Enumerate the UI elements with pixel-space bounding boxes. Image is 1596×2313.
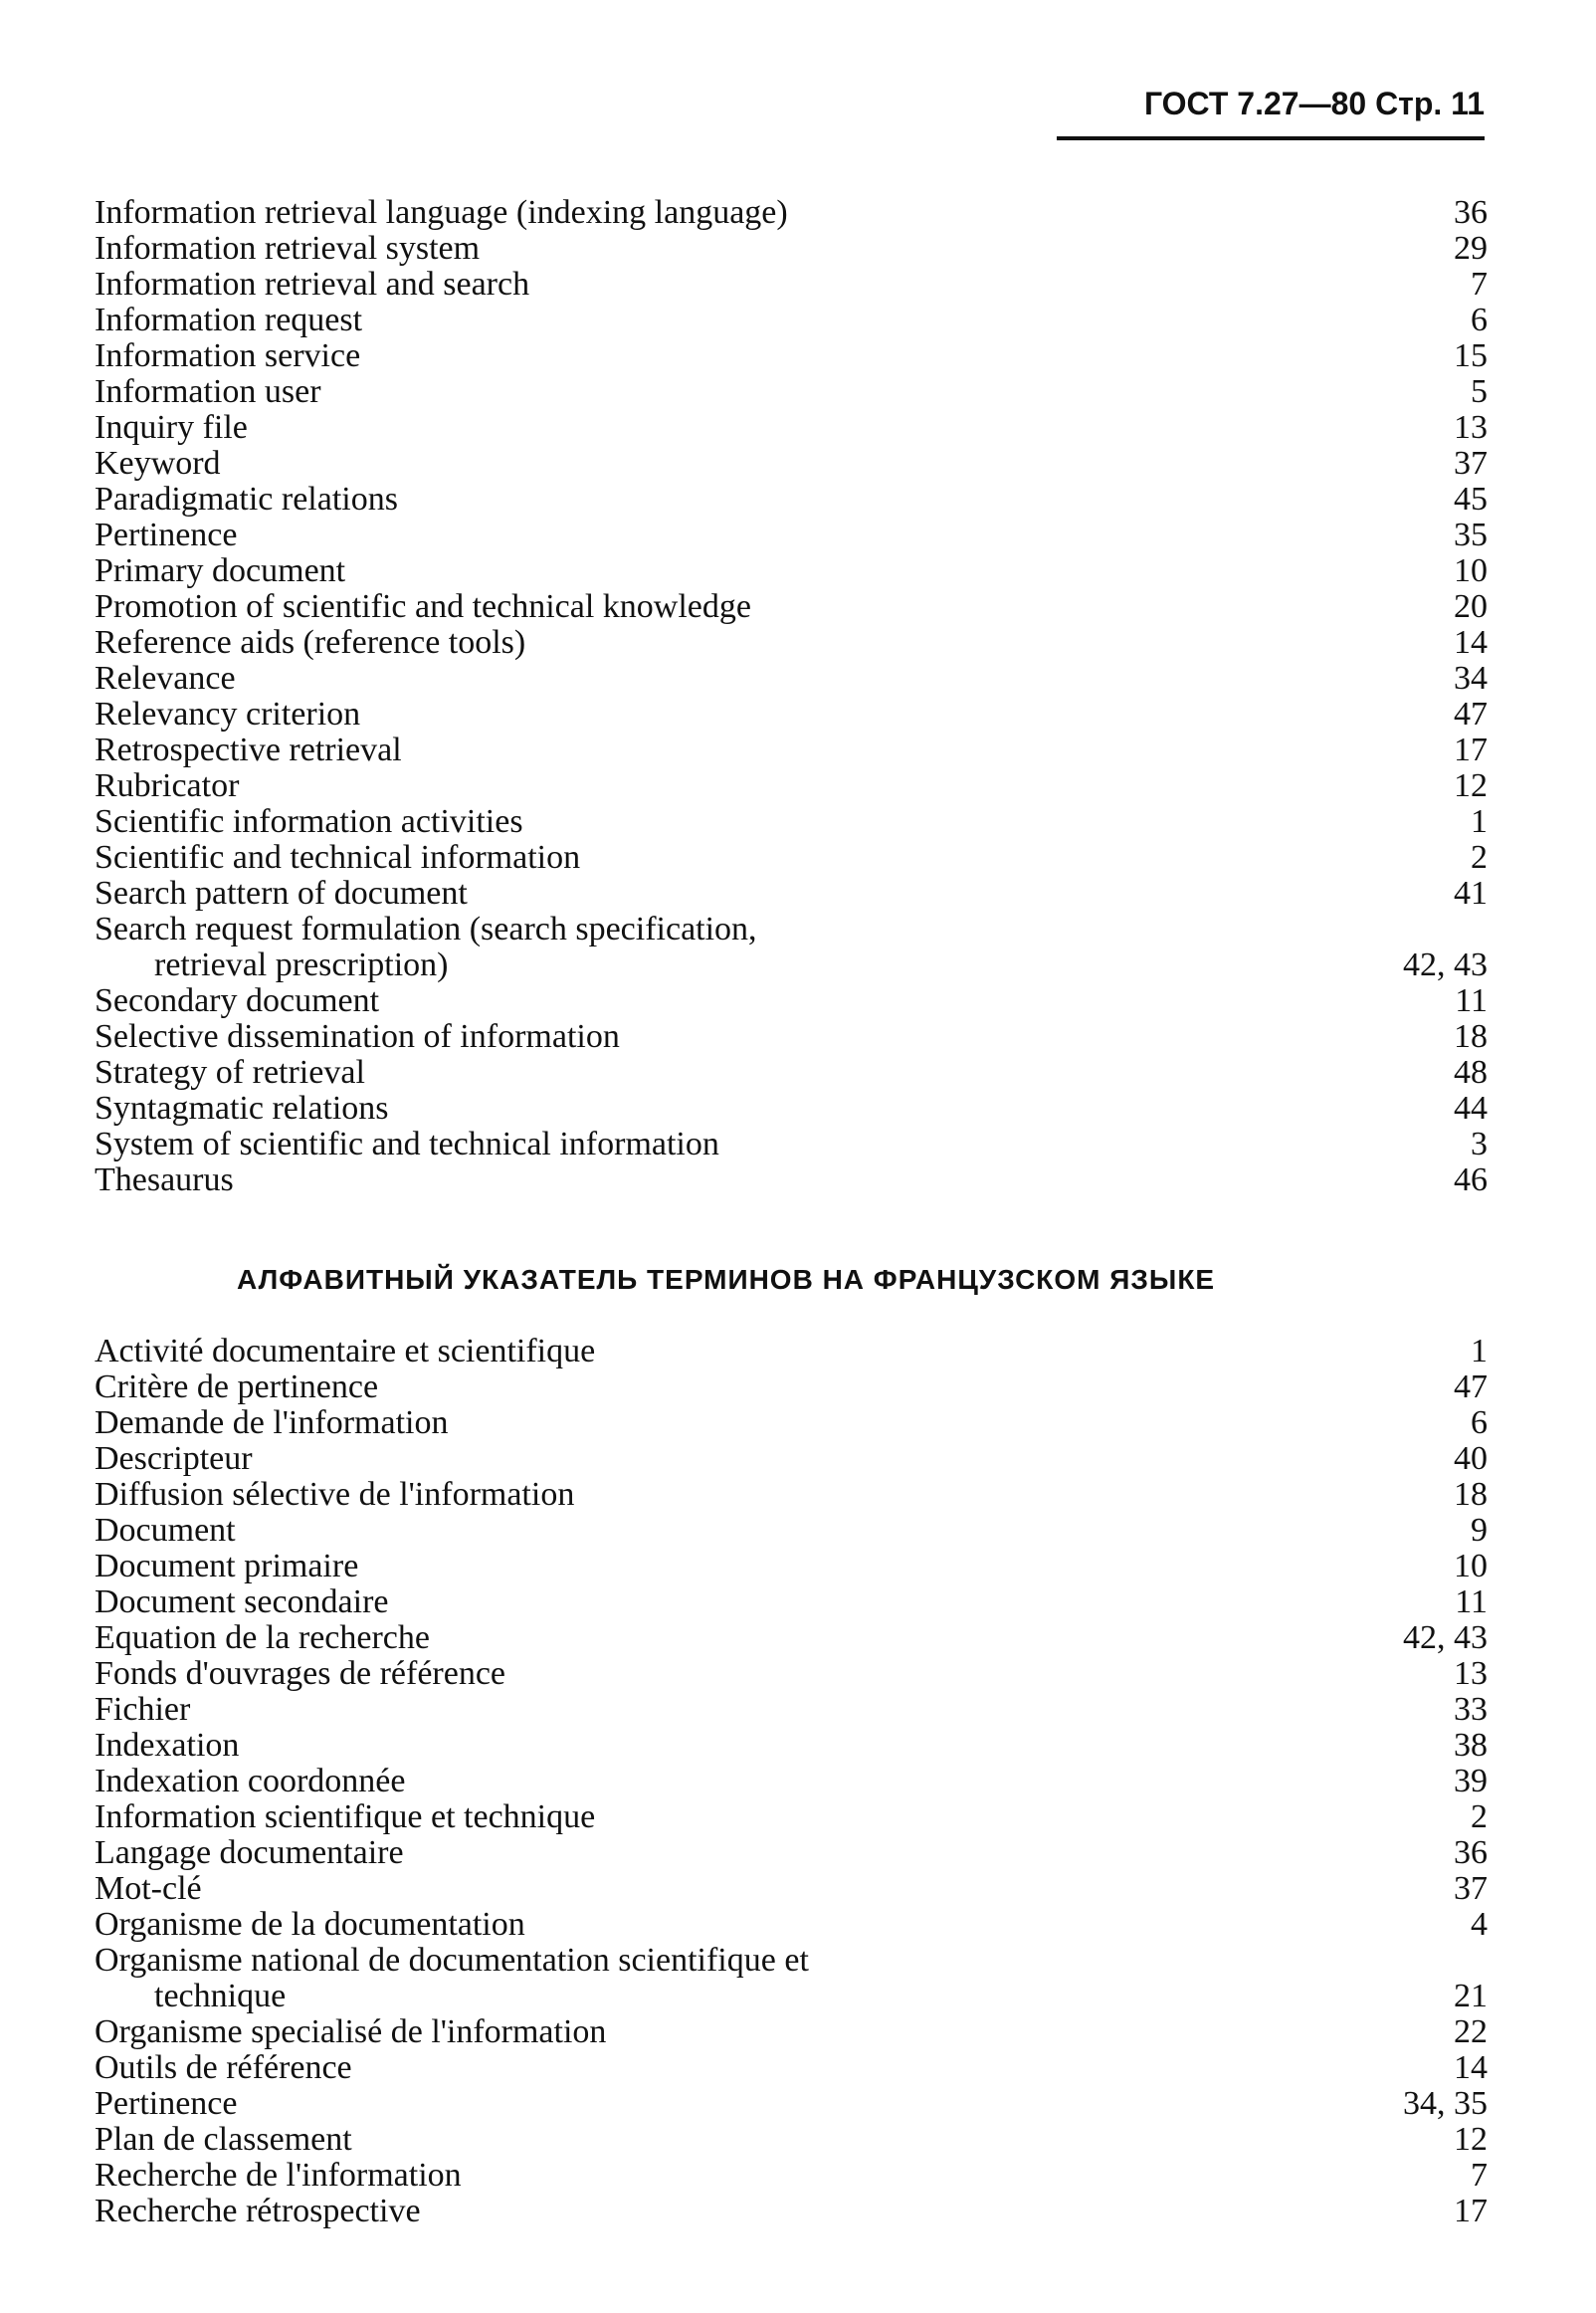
index-entry xyxy=(95,1871,1488,1907)
index-entry xyxy=(95,1055,1488,1091)
index-entry xyxy=(95,1091,1488,1127)
index-term-number: 11 xyxy=(1455,1583,1488,1620)
index-entry xyxy=(95,2158,1488,2194)
index-entry xyxy=(95,267,1488,303)
index-entry xyxy=(95,1369,1488,1405)
index-entry xyxy=(95,2194,1488,2229)
index-term-number: 7 xyxy=(1471,266,1488,303)
index-entry xyxy=(95,1405,1488,1441)
index-term-number: 47 xyxy=(1454,1368,1488,1405)
index-term-number: 18 xyxy=(1454,1476,1488,1513)
index-term: Document secondaire xyxy=(95,1583,389,1620)
index-entry xyxy=(95,1513,1488,1549)
index-entry xyxy=(95,231,1488,267)
index-entry xyxy=(95,1334,1488,1369)
index-term: Mot-clé xyxy=(95,1870,202,1907)
index-term: Recherche rétrospective xyxy=(95,2193,421,2229)
index-term: Rubricator xyxy=(95,767,240,804)
index-term-number: 36 xyxy=(1454,194,1488,231)
index-entry xyxy=(95,1584,1488,1620)
index-entry xyxy=(95,446,1488,482)
index-term: Paradigmatic relations xyxy=(95,481,398,518)
index-term-number: 42, 43 xyxy=(1403,1619,1488,1656)
index-term-number: 47 xyxy=(1454,696,1488,733)
index-term-number: 10 xyxy=(1454,1548,1488,1584)
index-term: Outils de référence xyxy=(95,2049,352,2086)
index-term-number: 22 xyxy=(1454,2013,1488,2050)
index-term-number: 3 xyxy=(1471,1126,1488,1162)
index-term-number: 44 xyxy=(1454,1090,1488,1127)
index-term-number: 17 xyxy=(1454,2193,1488,2229)
index-term: Equation de la recherche xyxy=(95,1619,430,1656)
index-term: Keyword xyxy=(95,445,221,482)
index-term: Search request formulation (search specification, xyxy=(95,911,757,947)
index-term: Information retrieval language (indexing language) xyxy=(95,194,788,231)
index-entry xyxy=(95,1019,1488,1055)
header-rule xyxy=(1057,136,1485,140)
index-term: Activité documentaire et scientifique xyxy=(95,1333,596,1369)
index-entry xyxy=(95,1477,1488,1513)
index-entry xyxy=(95,804,1488,840)
index-term: Information scientifique et technique xyxy=(95,1798,596,1835)
index-entry xyxy=(95,1835,1488,1871)
index-term-number: 39 xyxy=(1454,1763,1488,1799)
index-term: Information retrieval system xyxy=(95,230,481,267)
index-term: Information service xyxy=(95,337,361,374)
index-term-number: 34 xyxy=(1454,660,1488,697)
index-entry xyxy=(95,2122,1488,2158)
index-term-number: 13 xyxy=(1454,409,1488,446)
index-term: Recherche de l'information xyxy=(95,2157,462,2194)
index-term-number: 40 xyxy=(1454,1440,1488,1477)
index-term: Indexation coordonnée xyxy=(95,1763,406,1799)
index-term-number: 2 xyxy=(1471,1798,1488,1835)
index-term-continuation: retrieval prescription) xyxy=(154,946,449,983)
index-term-number: 12 xyxy=(1454,2121,1488,2158)
index-term-number: 4 xyxy=(1471,1906,1488,1943)
index-entry xyxy=(95,1127,1488,1162)
index-term-number: 45 xyxy=(1454,481,1488,518)
index-entry xyxy=(95,195,1488,231)
index-term: Scientific and technical information xyxy=(95,839,581,876)
index-term: Langage documentaire xyxy=(95,1834,404,1871)
index-term: Primary document xyxy=(95,552,346,589)
index-entry xyxy=(95,733,1488,768)
index-term: Search pattern of document xyxy=(95,875,468,912)
english-term-index xyxy=(95,195,1488,1198)
index-entry xyxy=(95,2086,1488,2122)
index-entry xyxy=(95,768,1488,804)
index-term: Inquiry file xyxy=(95,409,248,446)
index-term-number: 37 xyxy=(1454,1870,1488,1907)
index-term-number: 17 xyxy=(1454,732,1488,768)
index-entry xyxy=(95,1549,1488,1584)
index-entry xyxy=(95,338,1488,374)
index-term: Scientific information activities xyxy=(95,803,523,840)
index-term-number: 20 xyxy=(1454,588,1488,625)
index-term-number: 2 xyxy=(1471,839,1488,876)
index-term: Information request xyxy=(95,302,363,338)
index-entry xyxy=(95,1907,1488,1943)
index-term-number: 1 xyxy=(1471,803,1488,840)
index-term: Fichier xyxy=(95,1691,191,1728)
index-term: Document xyxy=(95,1512,236,1549)
index-term: Organisme de la documentation xyxy=(95,1906,525,1943)
index-entry xyxy=(95,983,1488,1019)
index-term-number: 48 xyxy=(1454,1054,1488,1091)
index-term: Relevance xyxy=(95,660,236,697)
index-term-number: 6 xyxy=(1471,1404,1488,1441)
index-term: Pertinence xyxy=(95,2085,238,2122)
index-entry xyxy=(95,912,1488,983)
index-term: Indexation xyxy=(95,1727,240,1764)
index-term: Strategy of retrieval xyxy=(95,1054,365,1091)
french-term-index xyxy=(95,1334,1488,2229)
index-entry xyxy=(95,589,1488,625)
index-term: Diffusion sélective de l'information xyxy=(95,1476,575,1513)
index-term: Fonds d'ouvrages de référence xyxy=(95,1655,506,1692)
index-entry xyxy=(95,1162,1488,1198)
index-entry xyxy=(95,1943,1488,2014)
index-term: Promotion of scientific and technical knowledge xyxy=(95,588,751,625)
index-term-number: 46 xyxy=(1454,1161,1488,1198)
index-term-number: 15 xyxy=(1454,337,1488,374)
index-term: Information user xyxy=(95,373,321,410)
index-term-number: 13 xyxy=(1454,1655,1488,1692)
french-index-heading: АЛФАВИТНЫЙ УКАЗАТЕЛЬ ТЕРМИНОВ НА ФРАНЦУЗСКОМ ЯЗЫКЕ xyxy=(237,1264,1216,1295)
index-term: Demande de l'information xyxy=(95,1404,449,1441)
index-term-number: 14 xyxy=(1454,2049,1488,2086)
index-term-number: 38 xyxy=(1454,1727,1488,1764)
index-term-number: 42, 43 xyxy=(1403,946,1488,983)
index-term-number: 35 xyxy=(1454,517,1488,553)
index-entry xyxy=(95,482,1488,518)
index-term: System of scientific and technical information xyxy=(95,1126,719,1162)
index-term: Secondary document xyxy=(95,982,380,1019)
index-entry xyxy=(95,1441,1488,1477)
index-term: Organisme national de documentation scientifique et xyxy=(95,1942,809,1979)
index-term: Information retrieval and search xyxy=(95,266,530,303)
index-entry xyxy=(95,2014,1488,2050)
index-entry xyxy=(95,697,1488,733)
index-term-number: 6 xyxy=(1471,302,1488,338)
index-term-continuation: technique xyxy=(154,1978,287,2014)
index-term-number: 34, 35 xyxy=(1403,2085,1488,2122)
index-term-number: 41 xyxy=(1454,875,1488,912)
index-term: Retrospective retrieval xyxy=(95,732,402,768)
index-term: Relevancy criterion xyxy=(95,696,361,733)
index-term-number: 37 xyxy=(1454,445,1488,482)
index-term-number: 36 xyxy=(1454,1834,1488,1871)
index-term: Plan de classement xyxy=(95,2121,352,2158)
index-entry xyxy=(95,1692,1488,1728)
index-entry xyxy=(95,1656,1488,1692)
index-entry xyxy=(95,518,1488,553)
index-term-number: 14 xyxy=(1454,624,1488,661)
index-term: Critère de pertinence xyxy=(95,1368,379,1405)
index-term-number: 21 xyxy=(1454,1978,1488,2014)
index-term: Reference aids (reference tools) xyxy=(95,624,526,661)
index-entry xyxy=(95,1799,1488,1835)
index-entry xyxy=(95,1728,1488,1764)
index-term: Selective dissemination of information xyxy=(95,1018,620,1055)
index-term-number: 7 xyxy=(1471,2157,1488,2194)
page-header: ГОСТ 7.27—80 Стр. 11 xyxy=(1143,86,1485,121)
index-entry xyxy=(95,625,1488,661)
index-term: Thesaurus xyxy=(95,1161,234,1198)
index-term-number: 12 xyxy=(1454,767,1488,804)
index-entry xyxy=(95,661,1488,697)
index-term-number: 18 xyxy=(1454,1018,1488,1055)
index-term-number: 33 xyxy=(1454,1691,1488,1728)
index-term-number: 11 xyxy=(1455,982,1488,1019)
index-term: Descripteur xyxy=(95,1440,253,1477)
index-term-number: 5 xyxy=(1471,373,1488,410)
index-term: Document primaire xyxy=(95,1548,359,1584)
index-entry xyxy=(95,553,1488,589)
index-term-number: 10 xyxy=(1454,552,1488,589)
index-entry xyxy=(95,303,1488,338)
index-term: Pertinence xyxy=(95,517,238,553)
index-entry xyxy=(95,374,1488,410)
index-entry xyxy=(95,410,1488,446)
index-entry xyxy=(95,876,1488,912)
index-term-number: 29 xyxy=(1454,230,1488,267)
index-entry xyxy=(95,840,1488,876)
index-term-number: 1 xyxy=(1471,1333,1488,1369)
index-entry xyxy=(95,2050,1488,2086)
index-entry xyxy=(95,1764,1488,1799)
index-term: Syntagmatic relations xyxy=(95,1090,389,1127)
index-entry xyxy=(95,1620,1488,1656)
index-term-number: 9 xyxy=(1471,1512,1488,1549)
index-term: Organisme specialisé de l'information xyxy=(95,2013,607,2050)
